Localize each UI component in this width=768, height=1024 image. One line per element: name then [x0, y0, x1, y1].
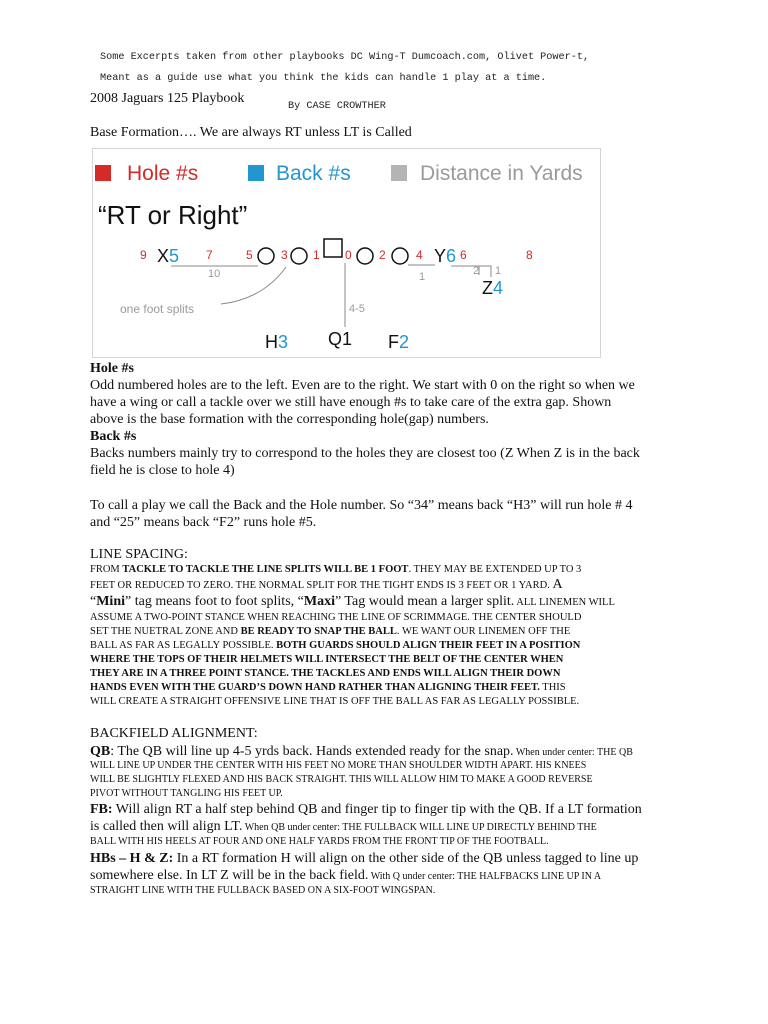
player-x: X5: [157, 246, 180, 266]
line-spacing-line-6: BALL AS FAR AS LEGALLY POSSIBLE. BOTH GUARDS SHOULD ALIGN THEIR FEET IN A POSITION: [90, 640, 581, 651]
wing-split-line: [451, 266, 491, 277]
splits-pointer-line: [221, 267, 286, 304]
player-h: H3: [265, 332, 289, 352]
splits-label: one foot splits: [120, 302, 195, 316]
hole-6: 6: [460, 248, 467, 262]
excerpt-line-2: Meant as a guide use what you think the kids can handle 1 play at a time.: [100, 73, 547, 84]
hole-1: 1: [313, 248, 320, 262]
hb-line-1: HBs – H & Z: In a RT formation H will align on the other side of the QB unless tagged to line up: [90, 851, 639, 866]
hole-8: 8: [526, 248, 533, 262]
line-spacing-line-4: ASSUME A TWO-POINT STANCE WHEN REACHING THE LINE OF SCRIMMAGE. THE CENTER SHOULD: [90, 612, 582, 623]
line-spacing-line-1: FROM TACKLE TO TACKLE THE LINE SPLITS WILL BE 1 FOOT. THEY MAY BE EXTENDED UP TO 3: [90, 564, 582, 575]
formation-title: “RT or Right”: [98, 200, 248, 230]
hole-2: 2: [379, 248, 386, 262]
hole-5: 5: [246, 248, 253, 262]
back-legend-label: Back #s: [276, 162, 351, 185]
hole-text-3: above is the base formation with the corresponding hole(gap) numbers.: [90, 412, 489, 427]
call-text-1: To call a play we call the Back and the Hole number. So “34” means back “H3” will run hole # 4: [90, 498, 633, 513]
lineman-right-tackle: [392, 248, 408, 264]
line-spacing-line-3: “Mini” tag means foot to foot splits, “Maxi” Tag would mean a larger split. ALL LINEMEN WILL: [90, 594, 615, 609]
back-heading: Back #s: [90, 429, 137, 444]
backfield-heading: BACKFIELD ALIGNMENT:: [90, 726, 258, 741]
x-split-distance: 10: [208, 268, 221, 280]
player-z: Z4: [482, 278, 504, 298]
call-text-2: and “25” means back “F2” runs hole #5.: [90, 515, 317, 530]
line-spacing-line-5: SET THE NUETRAL ZONE AND BE READY TO SNAP THE BALL. WE WANT OUR LINEMEN OFF THE: [90, 626, 571, 637]
fb-line-2: is called then will align LT. When QB under center: THE FULLBACK WILL LINE UP DIRECTLY BEHIND THE: [90, 819, 597, 834]
hole-legend-label: Hole #s: [127, 162, 199, 185]
back-legend-swatch: [248, 165, 264, 181]
qb-line-3: WILL BE SLIGHTLY FLEXED AND HIS BACK STRAIGHT. THIS WILL ALLOW HIM TO MAKE A GOOD REVERSE: [90, 774, 593, 785]
fb-line-3: BALL WITH HIS HEELS AT FOUR AND ONE HALF YARDS FROM THE FRONT TIP OF THE FOOTBALL.: [90, 836, 549, 847]
line-spacing-line-2: FEET OR REDUCED TO ZERO. THE NORMAL SPLIT FOR THE TIGHT ENDS IS 3 FEET OR 1 YARD. A: [90, 577, 563, 592]
formation-svg: [93, 149, 600, 357]
lineman-right-guard: [357, 248, 373, 264]
player-y: Y6: [434, 246, 457, 266]
hole-9: 9: [140, 248, 147, 262]
line-spacing-line-7: WHERE THE TOPS OF THEIR HELMETS WILL INTERSECT THE BELT OF THE CENTER WHEN: [90, 654, 564, 665]
center-square: [324, 239, 342, 257]
page-title: 2008 Jaguars 125 Playbook: [90, 91, 245, 106]
wing-distance-b: 1: [495, 265, 502, 277]
hole-3: 3: [281, 248, 288, 262]
line-spacing-heading: LINE SPACING:: [90, 547, 188, 562]
formation-diagram: [92, 148, 601, 358]
qb-line-1: QB: The QB will line up 4-5 yrds back. Hands extended ready for the snap. When under center: THE QB: [90, 744, 633, 759]
line-spacing-line-9: HANDS EVEN WITH THE GUARD’S DOWN HAND RATHER THAN ALIGNING THEIR FEET. THIS: [90, 682, 566, 693]
player-q: Q1: [328, 329, 353, 349]
hole-heading: Hole #s: [90, 361, 134, 376]
hole-7: 7: [206, 248, 213, 262]
hole-4: 4: [416, 248, 423, 262]
qb-depth-distance: 4-5: [349, 303, 365, 315]
wing-distance-a: 2: [473, 265, 480, 277]
hb-line-3: STRAIGHT LINE WITH THE FULLBACK BASED ON A SIX-FOOT WINGSPAN.: [90, 885, 436, 896]
player-f: F2: [388, 332, 410, 352]
qb-line-2: WILL LINE UP UNDER THE CENTER WITH HIS FEET NO MORE THAN SHOULDER WIDTH APART. HIS KNEES: [90, 760, 587, 771]
hole-text-1: Odd numbered holes are to the left. Even are to the right. We start with 0 on the right so when we: [90, 378, 635, 393]
hole-0: 0: [345, 248, 352, 262]
line-spacing-line-8: THEY ARE IN A THREE POINT STANCE. THE TACKLES AND ENDS WILL ALIGN THEIR DOWN: [90, 668, 561, 679]
te-split-distance: 1: [419, 271, 426, 283]
lineman-left-guard: [291, 248, 307, 264]
base-formation-line: Base Formation…. We are always RT unless LT is Called: [90, 125, 412, 140]
hole-text-2: have a wing or call a tackle over we still have enough #s to take care of the extra gap. Shown: [90, 395, 612, 410]
line-spacing-line-10: WILL CREATE A STRAIGHT OFFENSIVE LINE THAT IS OFF THE BALL AS FAR AS LEGALLY POSSIBLE.: [90, 696, 580, 707]
qb-line-4: PIVOT WITHOUT TANGLING HIS FEET UP.: [90, 788, 283, 799]
fb-line-1: FB: Will align RT a half step behind QB and finger tip to finger tip with the QB. If a LT formation: [90, 802, 642, 817]
lineman-left-tackle: [258, 248, 274, 264]
distance-legend-label: Distance in Yards: [420, 162, 583, 185]
author-line: By CASE CROWTHER: [288, 101, 386, 112]
distance-legend-swatch: [391, 165, 407, 181]
hole-legend-swatch: [95, 165, 111, 181]
back-text-1: Backs numbers mainly try to correspond to the holes they are closest too (Z When Z is in the back: [90, 446, 640, 461]
excerpt-line-1: Some Excerpts taken from other playbooks DC Wing-T Dumcoach.com, Olivet Power-t,: [100, 52, 590, 63]
back-text-2: field he is close to hole 4): [90, 463, 235, 478]
hb-line-2: somewhere else. In LT Z will be in the back field. With Q under center: THE HALFBACKS LINE UP IN A: [90, 868, 602, 883]
